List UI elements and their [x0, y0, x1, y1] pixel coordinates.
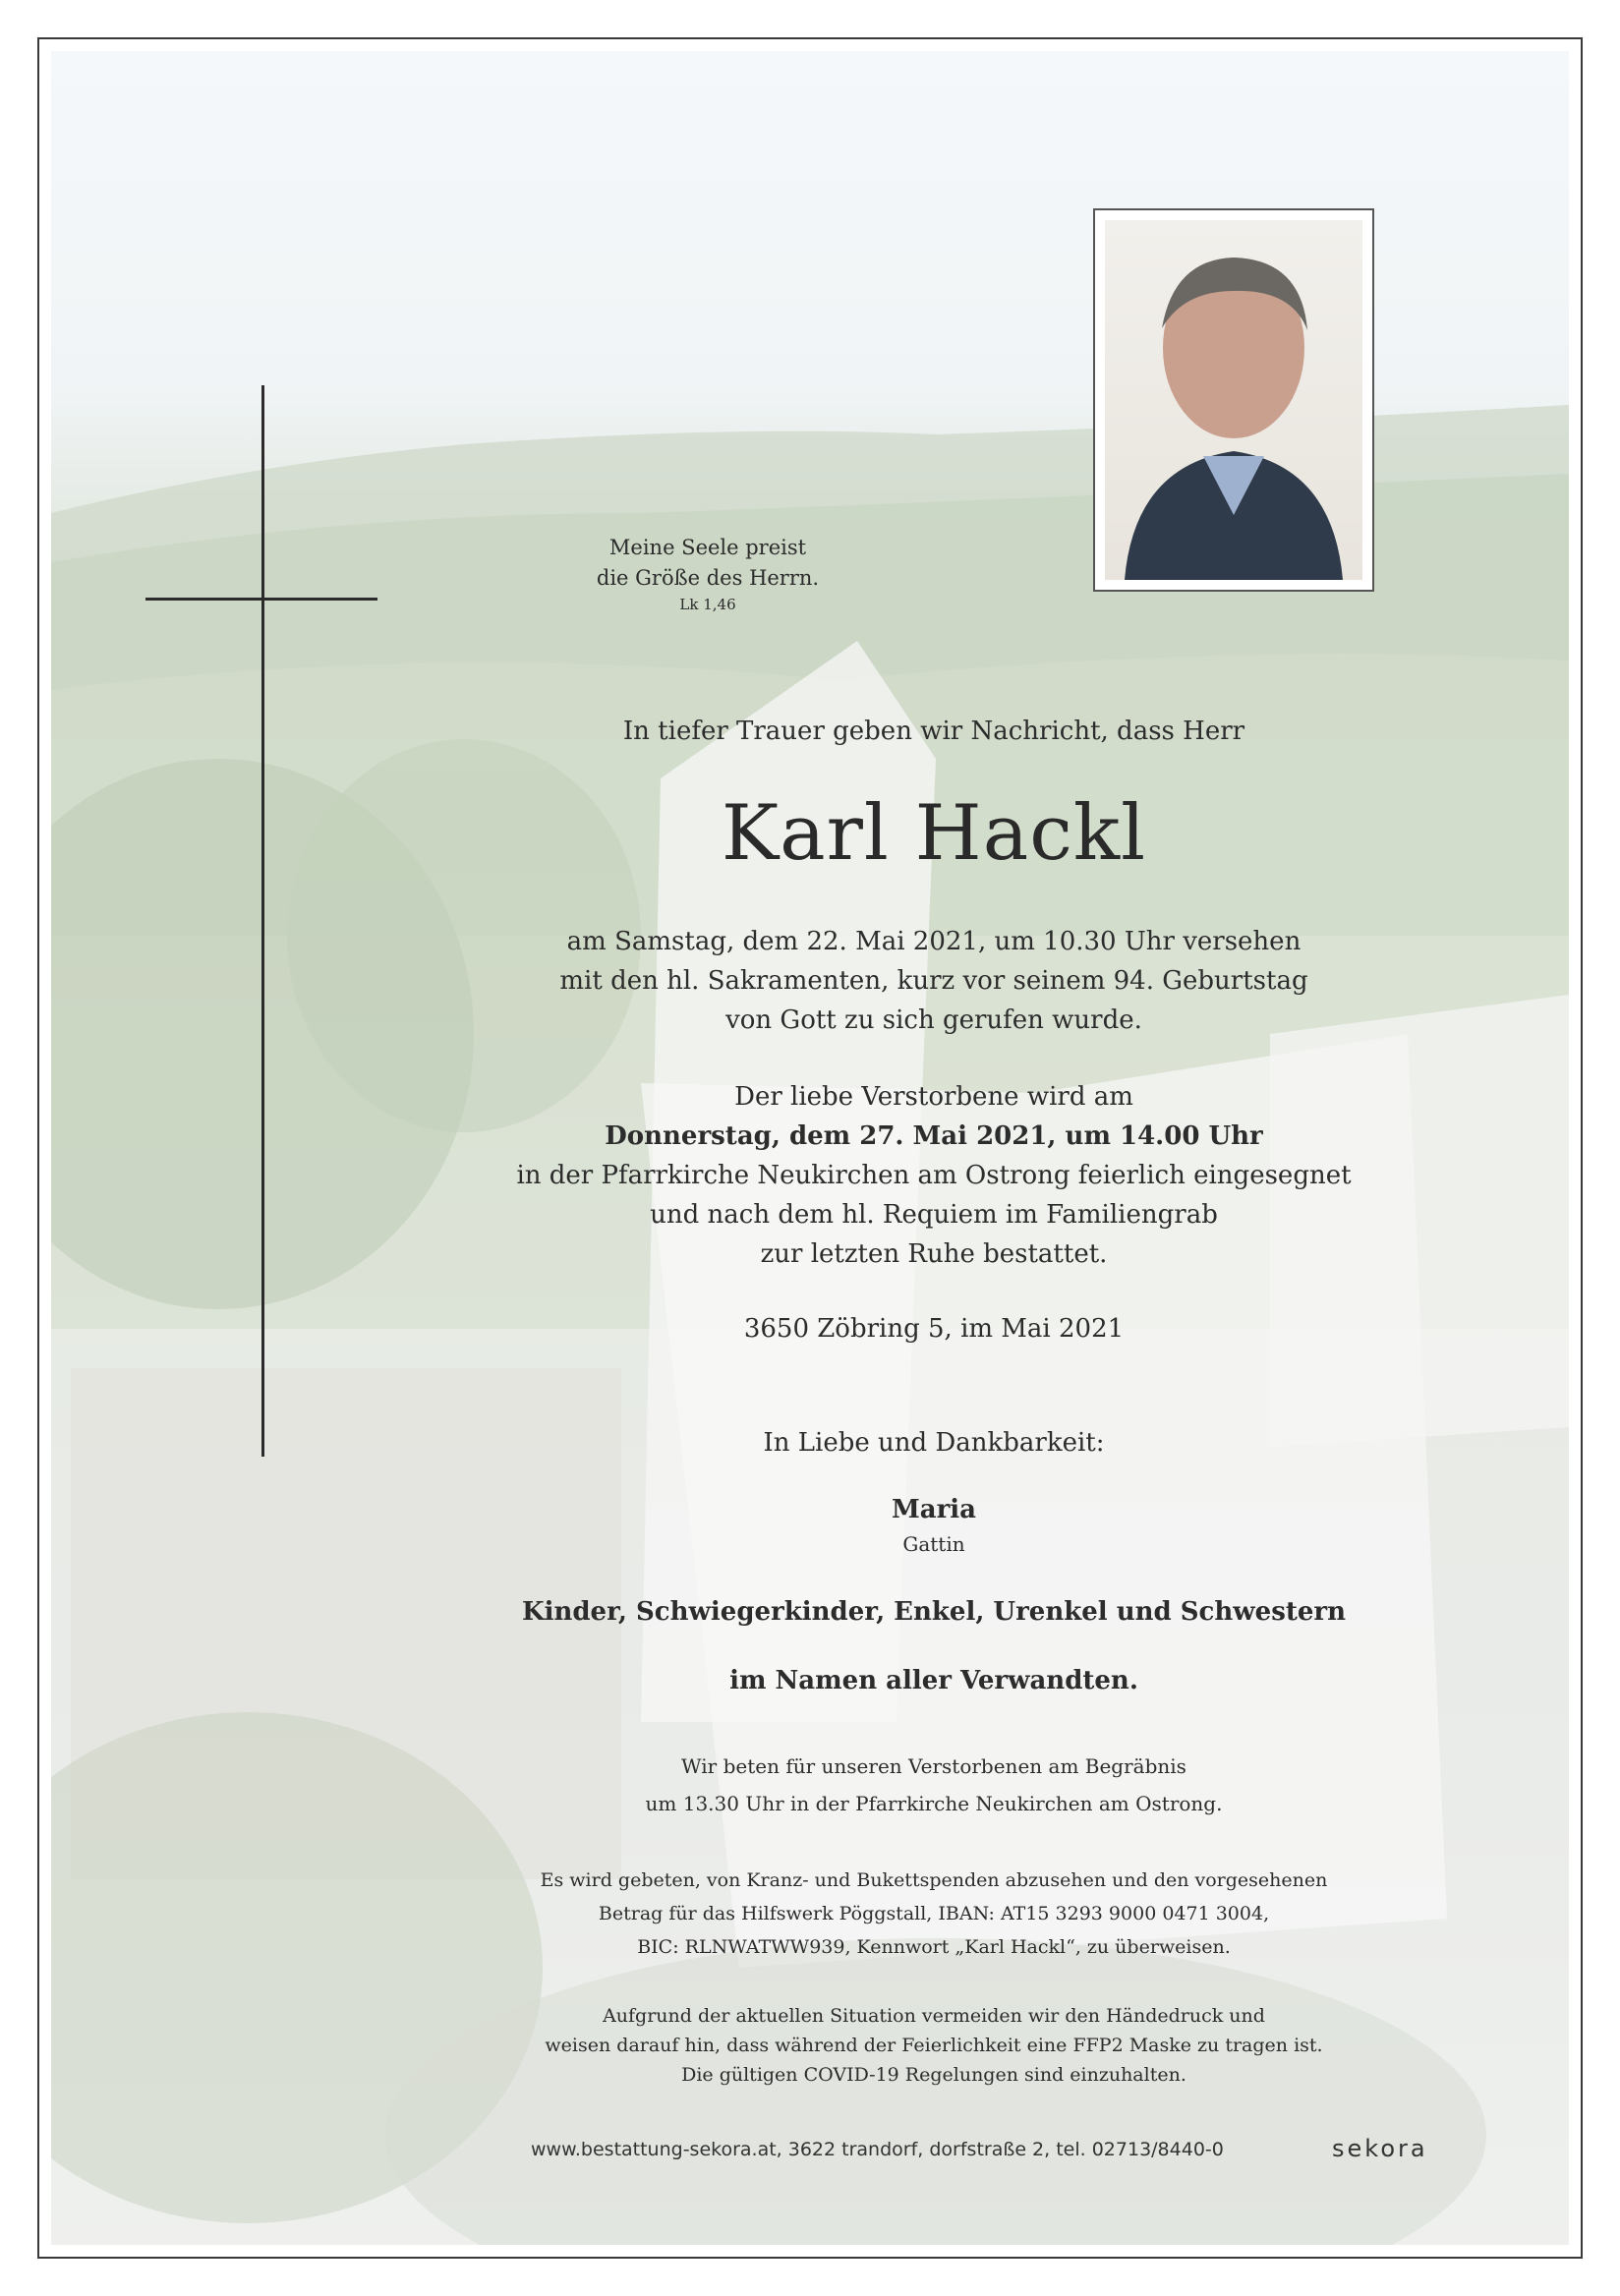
funeral-line-3: in der Pfarrkirche Neukirchen am Ostrong feierlich eingesegnet	[516, 1161, 1352, 1190]
prayer-note	[393, 1748, 1475, 1822]
spouse-name: Maria	[891, 1495, 977, 1524]
portrait-photo	[1093, 208, 1374, 592]
funeral-line-5: zur letzten Ruhe bestattet.	[760, 1239, 1108, 1269]
donation-line-2: Betrag für das Hilfswerk Pöggstall, IBAN: AT15 3293 9000 0471 3004,	[598, 1903, 1270, 1924]
funeral-date: Donnerstag, dem 27. Mai 2021, um 14.00 Uhr	[605, 1121, 1263, 1151]
deceased-name: Karl Hackl	[721, 789, 1147, 878]
intro-text: In tiefer Trauer geben wir Nachricht, dass Herr	[622, 717, 1245, 746]
funeral-details	[393, 1077, 1475, 1274]
donation-line-3: BIC: RLNWATWW939, Kennwort „Karl Hackl“, zu überweisen.	[637, 1936, 1231, 1958]
place-date: 3650 Zöbring 5, im Mai 2021	[743, 1314, 1125, 1344]
family-members: Kinder, Schwiegerkinder, Enkel, Urenkel und Schwestern	[522, 1597, 1346, 1627]
verse-reference: Lk 1,46	[679, 596, 736, 613]
covid-line-2: weisen darauf hin, dass während der Feierlichkeit eine FFP2 Maske zu tragen ist.	[545, 2035, 1323, 2056]
relatives: im Namen aller Verwandten.	[729, 1666, 1138, 1695]
prayer-line-1: Wir beten für unseren Verstorbenen am Begräbnis	[681, 1754, 1186, 1778]
prayer-line-2: um 13.30 Uhr in der Pfarrkirche Neukirchen am Ostrong.	[645, 1792, 1223, 1815]
funeral-home-logo: sekora	[1332, 2135, 1428, 2162]
death-line-2: mit den hl. Sakramenten, kurz vor seinem 94. Geburtstag	[559, 966, 1308, 996]
death-line-1: am Samstag, dem 22. Mai 2021, um 10.30 Uhr versehen	[566, 927, 1302, 956]
cross-horizontal-bar	[145, 598, 377, 601]
bible-verse	[511, 533, 904, 615]
death-line-3: von Gott zu sich gerufen wurde.	[725, 1005, 1142, 1035]
verse-line-1: Meine Seele preist	[608, 536, 807, 559]
covid-line-3: Die gültigen COVID-19 Regelungen sind einzuhalten.	[681, 2064, 1186, 2086]
covid-note	[393, 2001, 1475, 2090]
cross-vertical-bar	[261, 385, 264, 1457]
funeral-line-1: Der liebe Verstorbene wird am	[734, 1082, 1133, 1112]
donation-note	[393, 1864, 1475, 1964]
donation-line-1: Es wird gebeten, von Kranz- und Bukettspenden abzusehen und den vorgesehenen	[540, 1869, 1328, 1891]
mourners-intro: In Liebe und Dankbarkeit:	[763, 1428, 1105, 1458]
death-notice	[393, 922, 1475, 1040]
covid-line-1: Aufgrund der aktuellen Situation vermeiden wir den Händedruck und	[603, 2005, 1265, 2027]
verse-line-2: die Größe des Herrn.	[596, 566, 820, 590]
footer-contact: www.bestattung-sekora.at, 3622 trandorf, dorfstraße 2, tel. 02713/8440-0	[531, 2139, 1224, 2160]
spouse-role: Gattin	[902, 1532, 965, 1556]
funeral-line-4: und nach dem hl. Requiem im Familiengrab	[650, 1200, 1218, 1230]
